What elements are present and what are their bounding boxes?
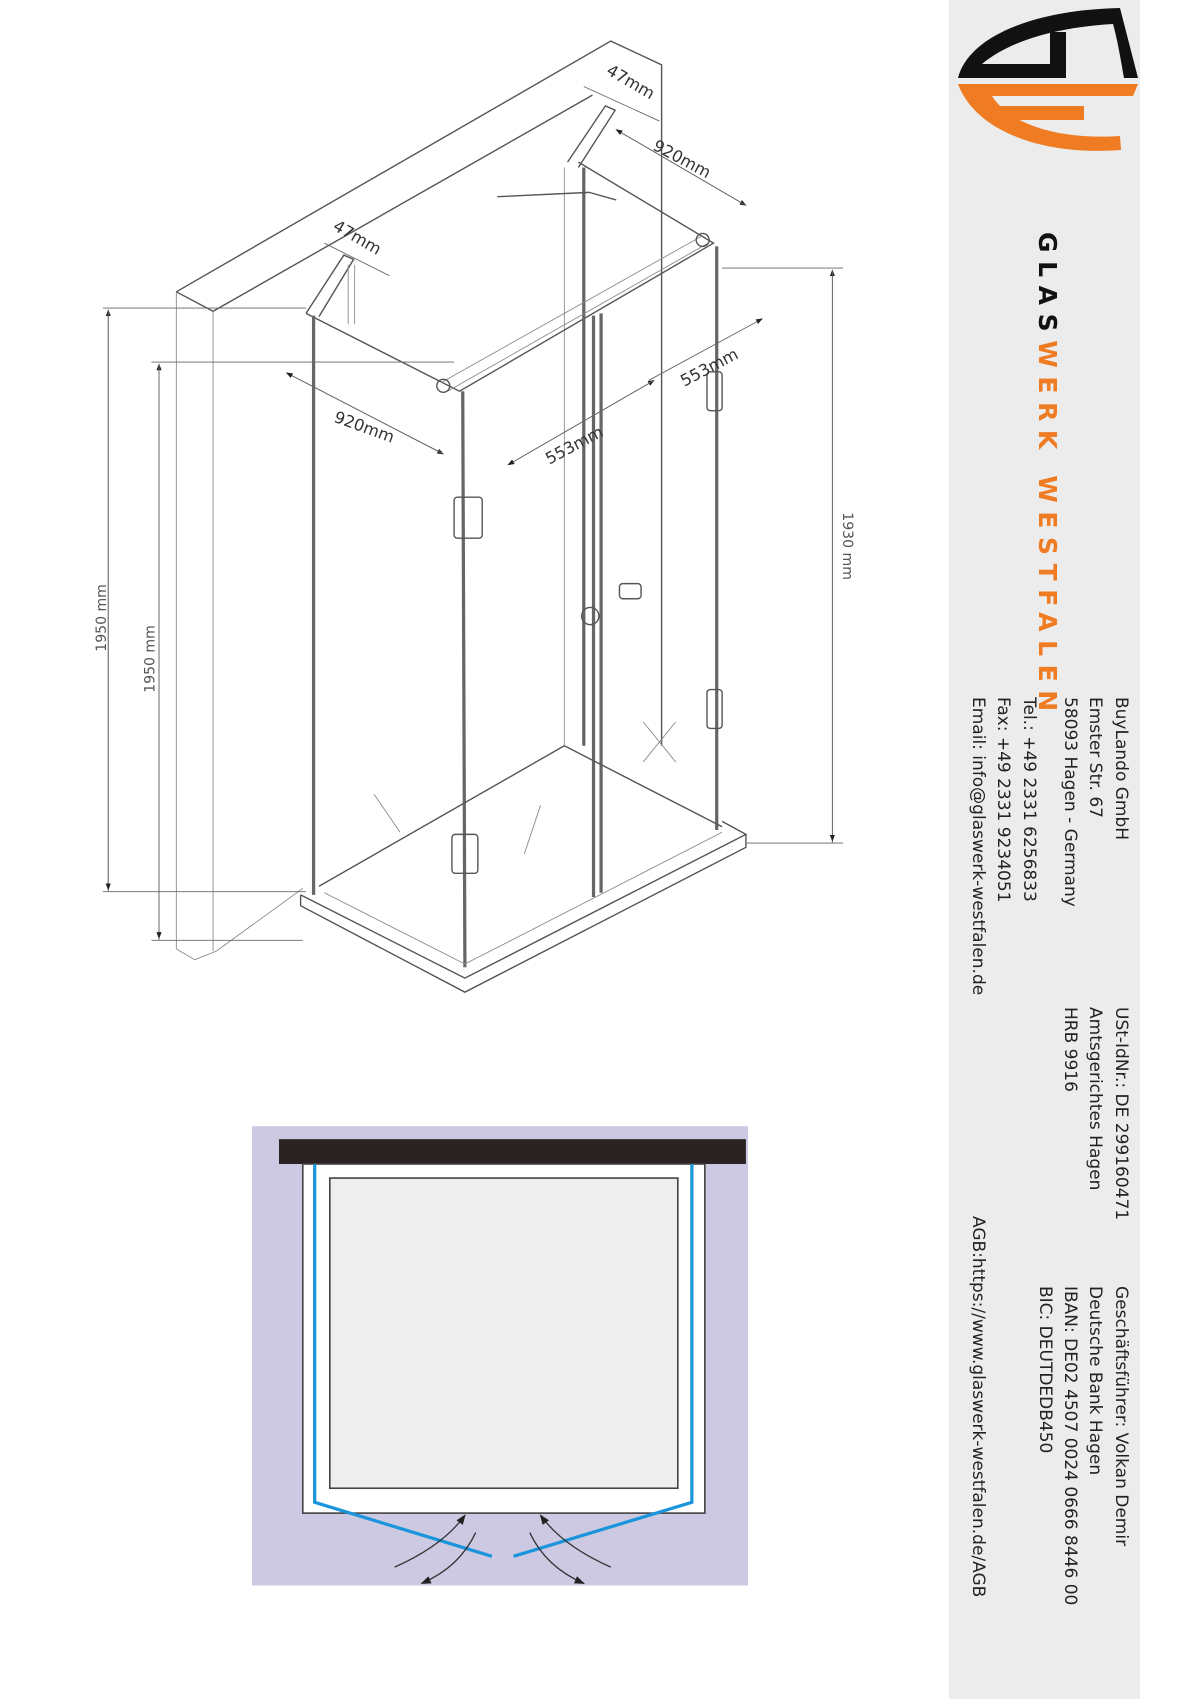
- logo-black-part: [958, 8, 1138, 78]
- logo-orange-part: [958, 84, 1138, 151]
- hinges: [374, 372, 722, 873]
- dim-label-1950-inner: 1950 mm: [142, 625, 159, 693]
- dim-label-1950-outer: 1950 mm: [94, 584, 111, 652]
- company-city: 58093 Hagen - Germany: [1060, 697, 1080, 907]
- bic: BIC: DEUTDEDB450: [1035, 1286, 1055, 1454]
- agb-link[interactable]: AGB:https://www.glaswerk-westfalen.de/AGB: [968, 1216, 988, 1598]
- enclosure-frame: [306, 162, 722, 967]
- isometric-view: [94, 41, 855, 992]
- plan-tray-inner: [330, 1178, 678, 1488]
- dimension-depth-right: [616, 130, 746, 206]
- court: Amtsgerichtes Hagen: [1085, 1007, 1105, 1191]
- shower-tray: [301, 821, 746, 992]
- wall: [176, 41, 661, 960]
- brand-name: GLASWERK WESTFALEN: [1033, 232, 1062, 720]
- dim-label-553-center: 553mm: [542, 422, 607, 469]
- dim-label-920-right: 920mm: [650, 135, 715, 183]
- dimension-bracket-right: [584, 61, 660, 122]
- wall-brackets: [306, 106, 615, 324]
- dimension-height-inner: [143, 362, 454, 940]
- plan-wall: [279, 1139, 746, 1164]
- dimension-width-center: [508, 380, 654, 468]
- dimension-height-outer: [94, 308, 306, 892]
- company-fax: Fax: +49 2331 9234051: [993, 697, 1013, 903]
- dimension-width-right: [649, 319, 762, 391]
- dim-label-47-right: 47mm: [603, 60, 659, 104]
- company-street: Emster Str. 67: [1085, 697, 1105, 819]
- dim-label-1930: 1930 mm: [839, 512, 856, 580]
- bank-name: Deutsche Bank Hagen: [1085, 1286, 1105, 1476]
- company-email: Email: info@glaswerk-westfalen.de: [968, 697, 988, 996]
- hrb: HRB 9916: [1060, 1007, 1080, 1092]
- dimension-height-enclosure: [722, 268, 855, 843]
- company-name: BuyLando GmbH: [1111, 697, 1131, 841]
- glaswerk-logo: [949, 0, 1140, 220]
- company-sidebar: [949, 0, 1140, 1699]
- floor-plan: [252, 1126, 748, 1585]
- managing-director: Geschäftsführer: Volkan Demir: [1111, 1286, 1131, 1547]
- dimension-bracket-left: [324, 216, 389, 275]
- vat-id: USt-IdNr.: DE 299160471: [1111, 1007, 1131, 1221]
- dim-label-920-left: 920mm: [331, 407, 397, 447]
- company-sidebar-content: [949, 0, 1140, 1699]
- dim-label-47-left: 47mm: [329, 216, 385, 259]
- dim-label-553-right: 553mm: [677, 344, 742, 391]
- iban: IBAN: DE02 4507 0024 0666 8446 00: [1060, 1286, 1080, 1606]
- dimension-depth-left: [287, 373, 444, 454]
- company-phone: Tel.: +49 2331 6256833: [1019, 697, 1039, 902]
